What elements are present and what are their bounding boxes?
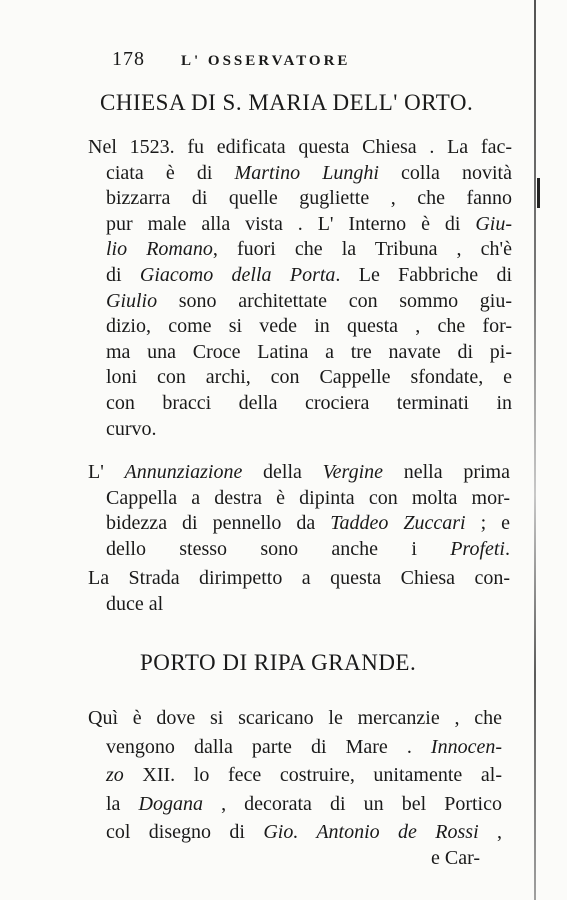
text-line: L' Annunziazione della Vergine nella prima bbox=[88, 461, 510, 483]
text-line: bidezza di pennello da Taddeo Zuccari ; e bbox=[106, 512, 510, 535]
page-edge-shadow bbox=[534, 0, 536, 900]
text-line: vengono dalla parte di Mare . Innocen- bbox=[106, 735, 502, 758]
text-line: zo XII. lo fece costruire, unitamente al- bbox=[106, 764, 502, 786]
text-line: Cappella a destra è dipinta con molta mor- bbox=[106, 486, 510, 509]
text-line: duce al bbox=[106, 592, 164, 615]
text-line: loni con archi, con Cappelle sfondate, e bbox=[106, 366, 512, 389]
text-line: la Dogana , decorata di un bel Portico bbox=[106, 792, 502, 815]
page-number: 178 bbox=[112, 48, 145, 70]
running-title: L' OSSERVATORE bbox=[181, 53, 351, 69]
text-line: con bracci della crociera terminati in bbox=[106, 392, 512, 414]
catchword: e Car- bbox=[430, 847, 480, 869]
text-line: Giulio sono architettate con sommo giu- bbox=[106, 289, 512, 312]
text-line: ma una Croce Latina a tre navate di pi- bbox=[106, 340, 512, 363]
text-line: Nel 1523. fu edificata questa Chiesa . La fac- bbox=[88, 136, 512, 158]
text-line: ciata è di Martino Lunghi colla novità bbox=[106, 161, 512, 184]
text-line: dizio, come si vede in questa , che for- bbox=[106, 315, 512, 338]
text-line: di Giacomo della Porta. Le Fabbriche di bbox=[106, 264, 512, 286]
text-line: La Strada dirimpetto a questa Chiesa con- bbox=[88, 567, 510, 589]
text-line: lio Romano, fuori che la Tribuna , ch'è bbox=[106, 238, 512, 261]
text-line: Quì è dove si scaricano le mercanzie , che bbox=[88, 707, 502, 729]
section-heading-chiesa: CHIESA DI S. MARIA DELL' ORTO. bbox=[100, 90, 474, 115]
text-line: bizzarra di quelle gugliette , che fanno bbox=[106, 187, 512, 210]
text-line: col disegno di Gio. Antonio de Rossi , bbox=[106, 821, 503, 843]
text-line: dello stesso sono anche i Profeti. bbox=[106, 537, 510, 560]
ink-mark bbox=[537, 178, 540, 208]
text-line: pur male alla vista . L' Interno è di Giu- bbox=[106, 212, 512, 235]
section-heading-porto: PORTO DI RIPA GRANDE. bbox=[140, 650, 417, 675]
page-header bbox=[112, 48, 350, 71]
text-line: curvo. bbox=[106, 417, 157, 440]
